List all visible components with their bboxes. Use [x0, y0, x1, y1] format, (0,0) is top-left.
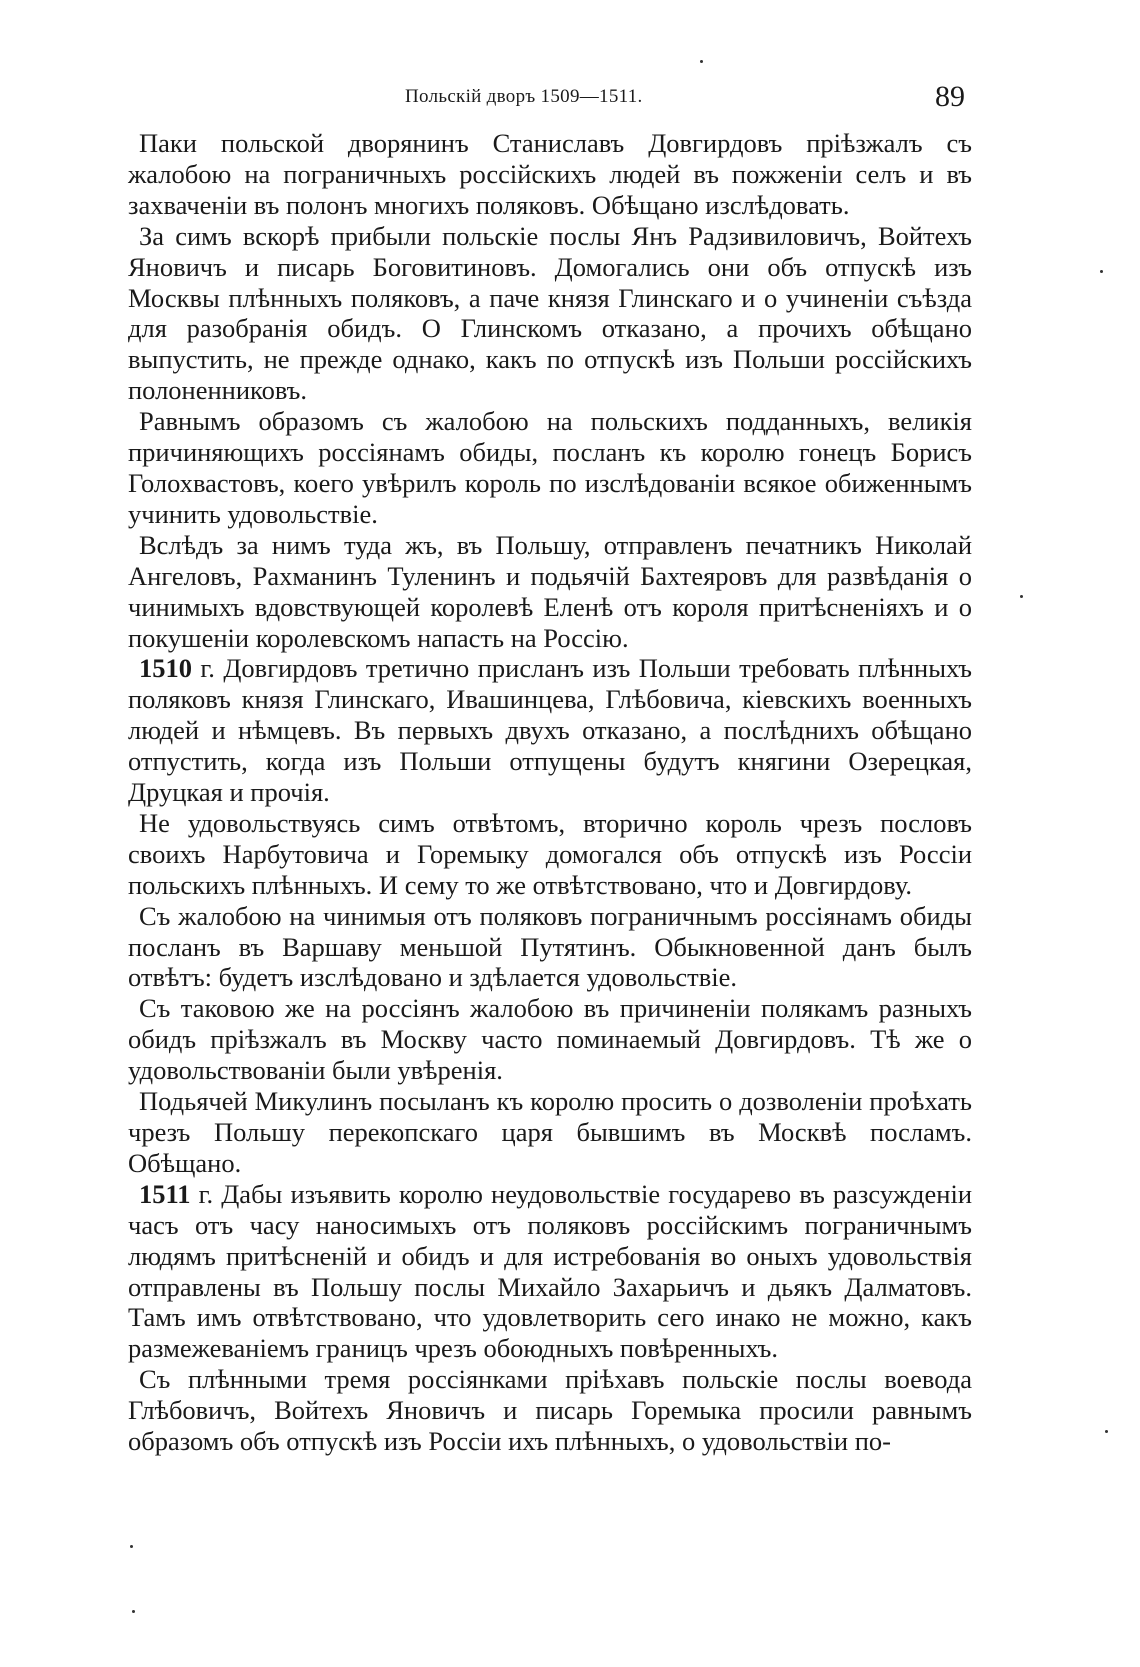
print-speck [1020, 595, 1023, 598]
paragraph-text: Вслѣдъ за нимъ туда жъ, въ Польшу, отправленъ печатникъ Николай Ангеловъ, Рахманинъ Туленинъ и подьячій Бахтеяровъ для развѣданія о чинимыхъ вдовствующей королевѣ Еленѣ отъ короля притѣсненіяхъ и о покушеніи королевскомъ напасть на Россію. [128, 529, 972, 653]
paragraph-6 [128, 808, 972, 901]
paragraph-3 [128, 406, 972, 530]
paragraph-text: Не удовольствуясь симъ отвѣтомъ, вторично король чрезъ пословъ своихъ Нарбутовича и Горемыку домогался объ отпускѣ изъ Россіи польскихъ плѣнныхъ. И сему то же отвѣтствовано, что и Довгирдову. [128, 807, 972, 900]
running-title: Польскій дворъ 1509—1511. [405, 86, 643, 107]
paragraph-text: Равнымъ образомъ съ жалобою на польскихъ подданныхъ, великія причиняющихъ россіянамъ обиды, посланъ къ королю гонецъ Борисъ Голохвастовъ, коего увѣрилъ король по изслѣдованіи всякое обиженнымъ учинить удовольствіе. [128, 406, 972, 529]
paragraph-text: Паки польской дворянинъ Станиславъ Довгирдовъ пріѣзжалъ съ жалобою на пограничныхъ россійскихъ людей въ пожженіи селъ и въ захваченіи въ полонъ многихъ поляковъ. Обѣщано изслѣдовать. [128, 128, 972, 220]
body-text [128, 128, 972, 1457]
year-marker: 1510 [139, 653, 192, 684]
paragraph-1 [128, 128, 972, 221]
paragraph-text: Подьячей Микулинъ посыланъ къ королю просить о дозволеніи проѣхать чрезъ Польшу перекопскаго царя бывшимъ въ Москвѣ посламъ. Обѣщано. [128, 1086, 972, 1178]
paragraph-text: Съ жалобою на чинимыя отъ поляковъ пограничнымъ россіянамъ обиды посланъ въ Варшаву меньшой Путятинъ. Обыкновенной данъ былъ отвѣтъ: будетъ изслѣдовано и здѣлается удовольствіе. [128, 900, 972, 993]
paragraph-text: Съ таковою же на россіянъ жалобою въ причиненіи полякамъ разныхъ обидъ пріѣзжалъ въ Москву часто поминаемый Довгирдовъ. Тѣ же о удовольствованіи были увѣренія. [128, 993, 972, 1086]
page-number: 89 [935, 80, 965, 113]
paragraph-text: г. Дабы изъявить королю неудовольствіе государево въ разсужденіи часъ отъ часу наносимыхъ отъ поляковъ россійскимъ пограничнымъ людямъ притѣсненій и обидъ и для истребованія во оныхъ удовольствія отправлены въ Польшу послы Михайло Захарьичъ и дьякъ Далматовъ. Тамъ имъ отвѣтствовано, что удовлетворить сего инако не можно, какъ размежеваніемъ границъ чрезъ обоюдныхъ повѣренныхъ. [128, 1178, 972, 1364]
paragraph-text: г. Довгирдовъ третично присланъ изъ Польши требовать плѣнныхъ поляковъ князя Глинскаго, Ивашинцева, Глѣбовича, кіевскихъ военныхъ людей и нѣмцевъ. Въ первыхъ двухъ отказано, а послѣднихъ обѣщано отпустить, когда изъ Польши отпущены будутъ княгини Озерецкая, Друцкая и прочія. [128, 653, 972, 808]
paragraph-9 [128, 1086, 972, 1179]
print-speck [1100, 270, 1103, 273]
paragraph-11 [128, 1364, 972, 1457]
paragraph-text: За симъ вскорѣ прибыли польскіе послы Янъ Радзивиловичъ, Войтехъ Яновичъ и писарь Боговитиновъ. Домогались они объ отпускѣ изъ Москвы плѣнныхъ поляковъ, а паче князя Глинскаго и о учиненіи съѣзда для разобранія обидъ. О Глинскомъ отказано, а прочихъ обѣщано выпустить, не прежде однако, какъ по отпускѣ изъ Польши россійскихъ полоненниковъ. [128, 220, 972, 406]
paragraph-7 [128, 901, 972, 994]
paragraph-8 [128, 993, 972, 1086]
print-speck [700, 60, 703, 63]
year-marker: 1511 [139, 1178, 191, 1209]
paragraph-5 [128, 653, 972, 808]
paragraph-text: Съ плѣнными тремя россіянками пріѣхавъ польскіе послы воевода Глѣбовичъ, Войтехъ Яновичъ и писарь Горемыка просили равнымъ образомъ объ отпускѣ изъ Россіи ихъ плѣнныхъ, о удовольствіи по- [128, 1364, 972, 1457]
paragraph-4 [128, 530, 972, 654]
print-speck [130, 1545, 133, 1548]
print-speck [1105, 1430, 1108, 1433]
paragraph-10 [128, 1179, 972, 1364]
paragraph-2 [128, 221, 972, 406]
print-speck [132, 1610, 135, 1613]
